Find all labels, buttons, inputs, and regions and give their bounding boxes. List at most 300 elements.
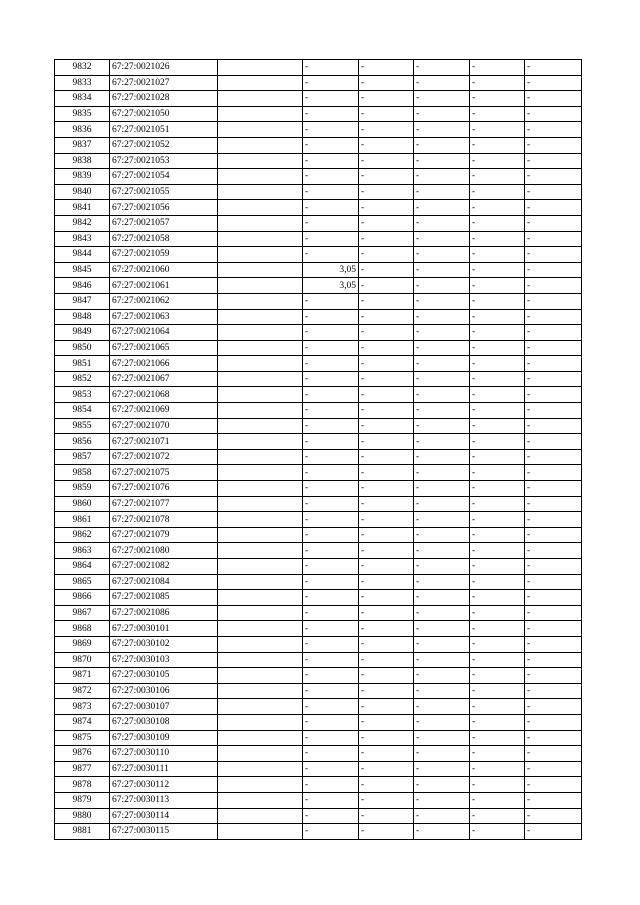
cell-col4: -: [303, 792, 359, 808]
cell-col6: -: [414, 356, 470, 372]
row-number: 9846: [55, 278, 110, 294]
row-number: 9838: [55, 153, 110, 169]
row-number: 9867: [55, 605, 110, 621]
cell-col5: -: [359, 668, 414, 684]
table-row: [55, 792, 582, 808]
table-row: [55, 122, 582, 138]
cell-col7: -: [470, 60, 525, 76]
cell-col4: -: [303, 340, 359, 356]
cell-col5: -: [359, 652, 414, 668]
cell-col8: -: [525, 824, 582, 840]
cell-col7: -: [470, 543, 525, 559]
cell-col4: -: [303, 247, 359, 263]
cell-col6: -: [414, 91, 470, 107]
cell-col4: -: [303, 621, 359, 637]
cell-col5: -: [359, 574, 414, 590]
cell-col4: -: [303, 371, 359, 387]
cell-col5: -: [359, 808, 414, 824]
cadastral-number: 67:27:0030115: [110, 824, 218, 840]
cell-col4: -: [303, 683, 359, 699]
cell-col8: -: [525, 668, 582, 684]
cell-col4: -: [303, 527, 359, 543]
table-row: [55, 777, 582, 793]
cadastral-table: [54, 59, 582, 840]
cell-col8: -: [525, 434, 582, 450]
cadastral-number: 67:27:0021078: [110, 512, 218, 528]
cadastral-number: 67:27:0021071: [110, 434, 218, 450]
cell-col5: -: [359, 247, 414, 263]
cell-col5: -: [359, 465, 414, 481]
cadastral-number: 67:27:0021080: [110, 543, 218, 559]
cell-col4: -: [303, 808, 359, 824]
table-row: [55, 106, 582, 122]
row-number: 9844: [55, 247, 110, 263]
cell-col7: -: [470, 605, 525, 621]
row-number: 9841: [55, 200, 110, 216]
cell-col3: [218, 481, 303, 497]
cadastral-number: 67:27:0030108: [110, 714, 218, 730]
cadastral-number: 67:27:0021026: [110, 60, 218, 76]
cell-col4: -: [303, 293, 359, 309]
cell-col7: -: [470, 808, 525, 824]
cell-col4: -: [303, 169, 359, 185]
cadastral-number: 67:27:0021056: [110, 200, 218, 216]
cell-col6: -: [414, 761, 470, 777]
cell-col4: -: [303, 122, 359, 138]
cadastral-number: 67:27:0021086: [110, 605, 218, 621]
cell-col3: [218, 91, 303, 107]
row-number: 9836: [55, 122, 110, 138]
row-number: 9857: [55, 449, 110, 465]
table-row: [55, 200, 582, 216]
cell-col3: [218, 356, 303, 372]
table-row: [55, 496, 582, 512]
cell-col3: [218, 184, 303, 200]
cell-col3: [218, 777, 303, 793]
cadastral-number: 67:27:0021069: [110, 403, 218, 419]
cell-col7: -: [470, 512, 525, 528]
cadastral-number: 67:27:0021061: [110, 278, 218, 294]
cell-col5: -: [359, 262, 414, 278]
row-number: 9876: [55, 746, 110, 762]
cell-col8: -: [525, 184, 582, 200]
row-number: 9842: [55, 215, 110, 231]
cell-col7: -: [470, 465, 525, 481]
row-number: 9845: [55, 262, 110, 278]
table-row: [55, 652, 582, 668]
cell-col7: -: [470, 652, 525, 668]
table-row: [55, 512, 582, 528]
cell-col3: [218, 200, 303, 216]
cell-col8: -: [525, 106, 582, 122]
cell-col5: -: [359, 683, 414, 699]
cell-col4: -: [303, 75, 359, 91]
row-number: 9868: [55, 621, 110, 637]
cell-col5: -: [359, 325, 414, 341]
cell-col6: -: [414, 215, 470, 231]
cell-col5: -: [359, 434, 414, 450]
cell-col8: -: [525, 652, 582, 668]
cadastral-number: 67:27:0021058: [110, 231, 218, 247]
row-number: 9856: [55, 434, 110, 450]
cell-col8: -: [525, 340, 582, 356]
cell-col8: -: [525, 371, 582, 387]
cell-col8: -: [525, 714, 582, 730]
cell-col6: -: [414, 574, 470, 590]
cell-col7: -: [470, 153, 525, 169]
cell-col6: -: [414, 808, 470, 824]
cell-col6: -: [414, 590, 470, 606]
cell-col6: -: [414, 200, 470, 216]
row-number: 9865: [55, 574, 110, 590]
cell-col3: [218, 792, 303, 808]
cell-col7: -: [470, 761, 525, 777]
cadastral-number: 67:27:0021084: [110, 574, 218, 590]
table-row: [55, 325, 582, 341]
cell-col7: -: [470, 403, 525, 419]
cell-col8: -: [525, 730, 582, 746]
cell-col6: -: [414, 371, 470, 387]
cell-col5: -: [359, 481, 414, 497]
cell-col4: -: [303, 215, 359, 231]
cell-col7: -: [470, 169, 525, 185]
cell-col6: -: [414, 122, 470, 138]
table-row: [55, 91, 582, 107]
cell-col6: -: [414, 668, 470, 684]
cell-col4: -: [303, 590, 359, 606]
row-number: 9850: [55, 340, 110, 356]
cell-col8: -: [525, 418, 582, 434]
table-row: [55, 605, 582, 621]
cell-col8: -: [525, 699, 582, 715]
cell-col5: -: [359, 746, 414, 762]
cadastral-number: 67:27:0030107: [110, 699, 218, 715]
cell-col8: -: [525, 403, 582, 419]
cadastral-number: 67:27:0021055: [110, 184, 218, 200]
cadastral-number: 67:27:0030109: [110, 730, 218, 746]
table-row: [55, 714, 582, 730]
cell-col6: -: [414, 746, 470, 762]
cell-col3: [218, 761, 303, 777]
cell-col6: -: [414, 137, 470, 153]
cell-col8: -: [525, 621, 582, 637]
table-row: [55, 75, 582, 91]
cell-col8: -: [525, 761, 582, 777]
cell-col6: -: [414, 403, 470, 419]
cell-col4: -: [303, 465, 359, 481]
cell-col8: -: [525, 808, 582, 824]
table-row: [55, 683, 582, 699]
cell-col6: -: [414, 75, 470, 91]
cell-col6: -: [414, 153, 470, 169]
cell-col8: -: [525, 777, 582, 793]
cell-col8: -: [525, 60, 582, 76]
cell-col5: -: [359, 792, 414, 808]
cell-col8: -: [525, 387, 582, 403]
row-number: 9853: [55, 387, 110, 403]
cell-col3: [218, 621, 303, 637]
row-number: 9879: [55, 792, 110, 808]
cadastral-number: 67:27:0021085: [110, 590, 218, 606]
cell-col3: [218, 590, 303, 606]
cell-col7: -: [470, 730, 525, 746]
table-row: [55, 746, 582, 762]
row-number: 9878: [55, 777, 110, 793]
cell-col6: -: [414, 777, 470, 793]
cell-col6: -: [414, 169, 470, 185]
cadastral-number: 67:27:0021077: [110, 496, 218, 512]
cell-col8: -: [525, 496, 582, 512]
cell-col6: -: [414, 792, 470, 808]
cell-col7: -: [470, 559, 525, 575]
cadastral-number: 67:27:0030103: [110, 652, 218, 668]
table-row: [55, 231, 582, 247]
cell-col4: -: [303, 356, 359, 372]
cell-col3: [218, 278, 303, 294]
row-number: 9834: [55, 91, 110, 107]
table-row: [55, 527, 582, 543]
cell-col4: -: [303, 184, 359, 200]
cell-col3: [218, 262, 303, 278]
table-row: [55, 824, 582, 840]
row-number: 9872: [55, 683, 110, 699]
table-row: [55, 137, 582, 153]
cell-col8: -: [525, 449, 582, 465]
row-number: 9864: [55, 559, 110, 575]
cell-col8: -: [525, 231, 582, 247]
cell-col5: -: [359, 761, 414, 777]
cell-col4: -: [303, 449, 359, 465]
cell-col6: -: [414, 449, 470, 465]
cell-col5: -: [359, 449, 414, 465]
cell-col6: -: [414, 309, 470, 325]
cell-col7: -: [470, 293, 525, 309]
cell-col4: -: [303, 652, 359, 668]
cadastral-number: 67:27:0021050: [110, 106, 218, 122]
cell-col5: -: [359, 512, 414, 528]
cell-col4: -: [303, 403, 359, 419]
row-number: 9860: [55, 496, 110, 512]
cell-col8: -: [525, 574, 582, 590]
cell-col7: -: [470, 184, 525, 200]
cadastral-number: 67:27:0021072: [110, 449, 218, 465]
cell-col4: -: [303, 559, 359, 575]
cell-col4: -: [303, 512, 359, 528]
row-number: 9859: [55, 481, 110, 497]
row-number: 9840: [55, 184, 110, 200]
cell-col5: -: [359, 496, 414, 512]
cell-col3: [218, 106, 303, 122]
cell-col7: -: [470, 231, 525, 247]
cell-col8: -: [525, 543, 582, 559]
cell-col7: -: [470, 356, 525, 372]
cell-col7: -: [470, 746, 525, 762]
cell-col6: -: [414, 543, 470, 559]
cell-col7: -: [470, 309, 525, 325]
cell-col4: -: [303, 605, 359, 621]
cell-col3: [218, 652, 303, 668]
cell-col5: -: [359, 590, 414, 606]
row-number: 9866: [55, 590, 110, 606]
row-number: 9854: [55, 403, 110, 419]
cell-col3: [218, 293, 303, 309]
cell-col3: [218, 418, 303, 434]
table-row: [55, 636, 582, 652]
row-number: 9869: [55, 636, 110, 652]
cadastral-number: 67:27:0021059: [110, 247, 218, 263]
table-row: [55, 543, 582, 559]
cell-col6: -: [414, 262, 470, 278]
cadastral-number: 67:27:0021067: [110, 371, 218, 387]
table-row: [55, 184, 582, 200]
cell-col4: -: [303, 730, 359, 746]
cell-col3: [218, 215, 303, 231]
cell-col4: -: [303, 543, 359, 559]
cadastral-number: 67:27:0021057: [110, 215, 218, 231]
cell-col7: -: [470, 699, 525, 715]
cell-col4: -: [303, 434, 359, 450]
cell-col4: -: [303, 481, 359, 497]
cell-col3: [218, 683, 303, 699]
cadastral-number: 67:27:0021064: [110, 325, 218, 341]
cell-col7: -: [470, 137, 525, 153]
cadastral-number: 67:27:0021075: [110, 465, 218, 481]
cell-col3: [218, 137, 303, 153]
table-row: [55, 309, 582, 325]
cell-col3: [218, 403, 303, 419]
cell-col6: -: [414, 559, 470, 575]
table-row: [55, 169, 582, 185]
table-row: [55, 465, 582, 481]
table-row: [55, 293, 582, 309]
cell-col5: -: [359, 75, 414, 91]
row-number: 9870: [55, 652, 110, 668]
table-row: [55, 808, 582, 824]
cell-col3: [218, 309, 303, 325]
cell-col6: -: [414, 184, 470, 200]
cell-col8: -: [525, 605, 582, 621]
cell-col5: -: [359, 730, 414, 746]
cell-col6: -: [414, 683, 470, 699]
cell-col3: [218, 512, 303, 528]
cell-col3: [218, 605, 303, 621]
table-row: [55, 761, 582, 777]
cell-col5: -: [359, 184, 414, 200]
cell-col6: -: [414, 824, 470, 840]
cell-col8: -: [525, 465, 582, 481]
cell-col6: -: [414, 231, 470, 247]
cell-col6: -: [414, 60, 470, 76]
cell-col7: -: [470, 621, 525, 637]
cell-col6: -: [414, 247, 470, 263]
cell-col3: [218, 231, 303, 247]
row-number: 9875: [55, 730, 110, 746]
cadastral-number: 67:27:0030114: [110, 808, 218, 824]
cell-col8: -: [525, 153, 582, 169]
cell-col6: -: [414, 496, 470, 512]
cell-col5: -: [359, 699, 414, 715]
cell-col7: -: [470, 122, 525, 138]
cadastral-number: 67:27:0021027: [110, 75, 218, 91]
row-number: 9874: [55, 714, 110, 730]
cell-col8: -: [525, 122, 582, 138]
cell-col3: [218, 75, 303, 91]
table-row: [55, 403, 582, 419]
cadastral-number: 67:27:0021076: [110, 481, 218, 497]
cell-col4: -: [303, 91, 359, 107]
cell-col3: [218, 699, 303, 715]
cell-col7: -: [470, 777, 525, 793]
cell-col8: -: [525, 683, 582, 699]
cell-col5: -: [359, 418, 414, 434]
cell-col3: [218, 340, 303, 356]
cell-col5: -: [359, 91, 414, 107]
cell-col5: -: [359, 278, 414, 294]
cell-col4: -: [303, 309, 359, 325]
table-row: [55, 247, 582, 263]
cell-col8: -: [525, 75, 582, 91]
table-row: [55, 262, 582, 278]
cell-col6: -: [414, 527, 470, 543]
cadastral-number: 67:27:0021060: [110, 262, 218, 278]
row-number: 9863: [55, 543, 110, 559]
cell-col7: -: [470, 574, 525, 590]
table-row: [55, 356, 582, 372]
table-row: [55, 559, 582, 575]
cell-col6: -: [414, 714, 470, 730]
row-number: 9835: [55, 106, 110, 122]
cell-col6: -: [414, 434, 470, 450]
table-row: [55, 278, 582, 294]
cell-col5: -: [359, 309, 414, 325]
cadastral-number: 67:27:0021065: [110, 340, 218, 356]
cell-col8: -: [525, 215, 582, 231]
cell-col4: -: [303, 574, 359, 590]
cell-col3: [218, 668, 303, 684]
cell-col5: -: [359, 106, 414, 122]
cell-col7: -: [470, 215, 525, 231]
row-number: 9848: [55, 309, 110, 325]
cell-col4: -: [303, 106, 359, 122]
cell-col4: -: [303, 636, 359, 652]
cell-col6: -: [414, 325, 470, 341]
cell-col5: -: [359, 122, 414, 138]
cell-col3: [218, 465, 303, 481]
table-row: [55, 371, 582, 387]
cadastral-number: 67:27:0021051: [110, 122, 218, 138]
cell-col3: [218, 153, 303, 169]
cell-col5: -: [359, 153, 414, 169]
cell-col7: -: [470, 590, 525, 606]
cell-col4: -: [303, 496, 359, 512]
cell-col6: -: [414, 605, 470, 621]
cell-col3: [218, 387, 303, 403]
table-row: [55, 699, 582, 715]
cell-col4: -: [303, 137, 359, 153]
cell-col4: -: [303, 231, 359, 247]
row-number: 9851: [55, 356, 110, 372]
cell-col7: -: [470, 449, 525, 465]
cell-col3: [218, 496, 303, 512]
cell-col8: -: [525, 636, 582, 652]
cell-col4: -: [303, 387, 359, 403]
row-number: 9873: [55, 699, 110, 715]
cell-col6: -: [414, 481, 470, 497]
cell-col5: -: [359, 543, 414, 559]
cell-col6: -: [414, 512, 470, 528]
cell-col5: -: [359, 60, 414, 76]
cell-col7: -: [470, 636, 525, 652]
